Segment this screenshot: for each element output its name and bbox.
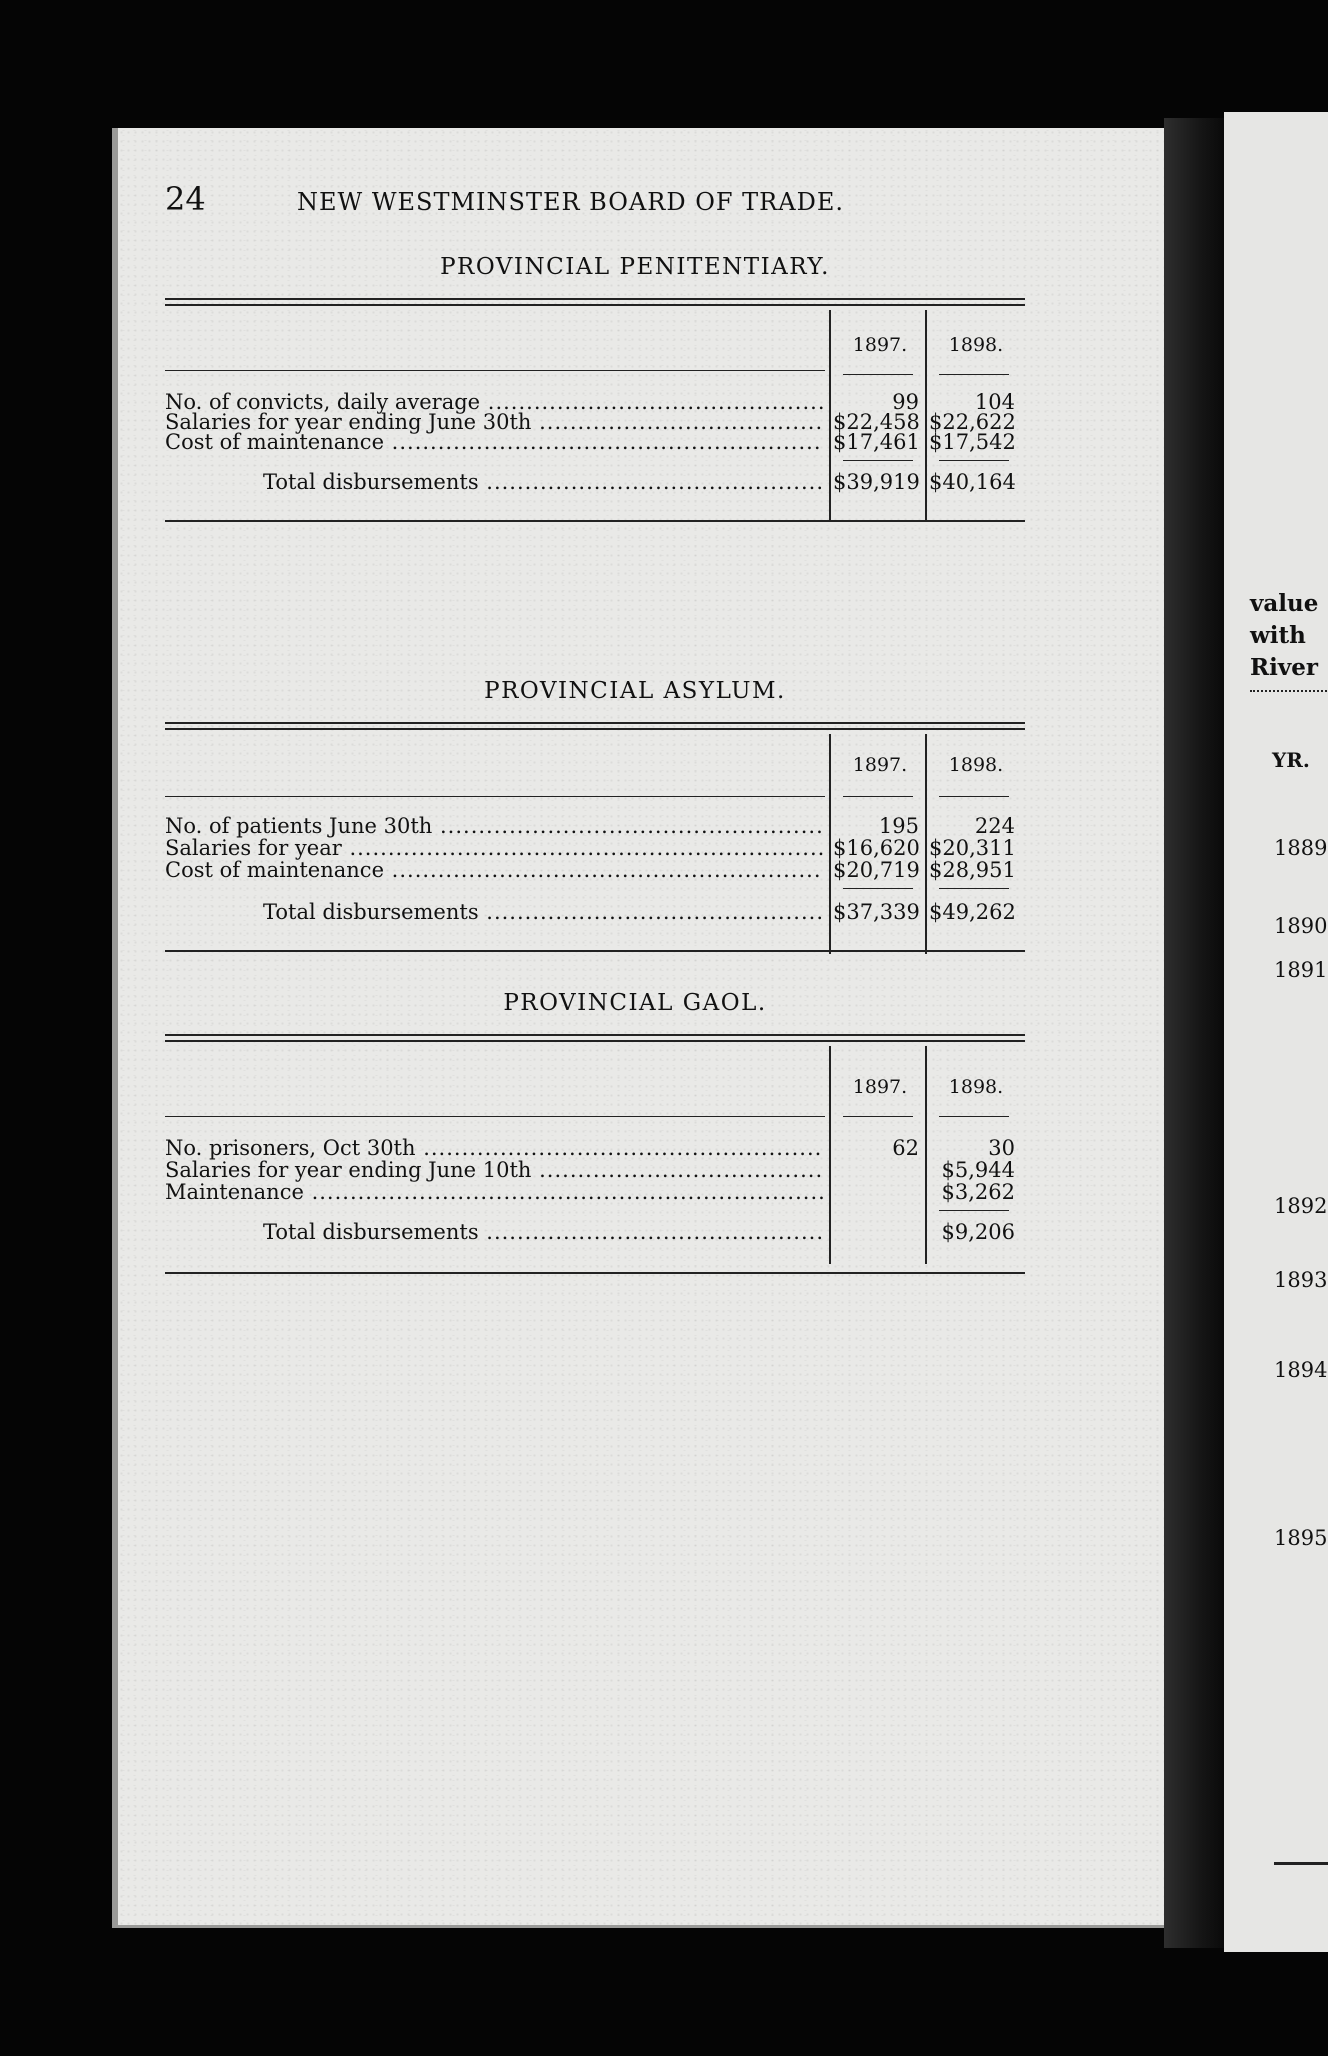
total-label: Total disbursements ..... [263,1220,825,1244]
header-rule [165,1116,825,1117]
table-title: PROVINCIAL GAOL. [503,990,767,1016]
facing-page-year: 1890 [1274,914,1328,938]
total-row [165,1220,1025,1244]
value-1897: 195 [878,814,919,838]
table-gaol [165,990,1025,1290]
table-bottom-rule [165,520,1025,522]
column-header-1898: 1898. [948,334,1004,356]
header-rule [165,370,825,371]
facing-page-rule [1274,1862,1328,1865]
table-top-rule [165,1034,1025,1042]
table-title: PROVINCIAL PENITENTIARY. [440,254,830,280]
table-top-rule [165,298,1025,306]
total-1898: $40,164 [929,470,1016,494]
total-row [165,470,1025,494]
value-1898: $20,311 [929,836,1016,860]
table-row [165,814,1025,838]
column-header-1898: 1898. [948,754,1004,776]
header-rule [165,796,825,797]
value-1898: 224 [974,814,1015,838]
value-1898: $5,944 [941,1158,1015,1182]
sum-rule [939,1210,1009,1211]
row-label: No. of convicts, daily average ..... [165,390,823,414]
row-label: Salaries for year ending June 30th ..... [165,410,823,434]
row-label: Salaries for year ..... [165,836,823,860]
value-1898: 104 [974,390,1015,414]
facing-page-year: 1893 [1274,1268,1328,1292]
value-1898: $28,951 [929,858,1016,882]
row-label: Cost of maintenance ..... [165,430,823,454]
header-rule [843,1116,913,1117]
book-page-right [1224,112,1328,1952]
sum-rule [939,888,1009,889]
value-1897: $22,458 [833,410,920,434]
table-row [165,1180,1025,1204]
total-label: Total disbursements ..... [263,900,825,924]
sum-rule [843,888,913,889]
row-label: No. of patients June 30th ..... [165,814,823,838]
header-rule [939,796,1009,797]
facing-page-column-header: YR. [1272,748,1310,772]
total-row [165,900,1025,924]
header-rule [939,374,1009,375]
column-header-1897: 1897. [852,1076,908,1098]
facing-page-rule [1250,690,1328,692]
total-1897: $39,919 [833,470,920,494]
table-row [165,858,1025,882]
value-1898: 30 [988,1136,1015,1160]
facing-page-word: with [1250,622,1306,649]
facing-page-year: 1895 [1274,1526,1328,1550]
facing-page-year: 1894 [1274,1358,1328,1382]
total-1898: $49,262 [929,900,1016,924]
row-label: Salaries for year ending June 10th ..... [165,1158,823,1182]
table-row [165,1136,1025,1160]
facing-page-year: 1891 [1274,958,1328,982]
row-label: Maintenance ..... [165,1180,823,1204]
column-header-1897: 1897. [852,754,908,776]
value-1897: $16,620 [833,836,920,860]
header-rule [843,374,913,375]
table-row [165,1158,1025,1182]
sum-rule [843,460,913,461]
table-row [165,836,1025,860]
facing-page-word: value [1250,590,1319,617]
table-penitentiary [165,254,1025,664]
value-1897: 99 [892,390,919,414]
column-header-1898: 1898. [948,1076,1004,1098]
total-label: Total disbursements ..... [263,470,825,494]
header-rule [939,1116,1009,1117]
row-label: No. prisoners, Oct 30th ..... [165,1136,823,1160]
facing-page-year: 1892 [1274,1194,1328,1218]
value-1898: $3,262 [941,1180,1015,1204]
value-1897: 62 [892,1136,919,1160]
column-header-1897: 1897. [852,334,908,356]
running-title: NEW WESTMINSTER BOARD OF TRADE. [297,188,844,216]
page-header [165,176,1025,226]
value-1898: $17,542 [929,430,1016,454]
total-1897: $37,339 [833,900,920,924]
table-asylum [165,678,1025,978]
facing-page-year: 1889 [1274,836,1328,860]
table-row [165,430,1025,454]
book-gutter [1164,118,1224,1948]
value-1897: $20,719 [833,858,920,882]
total-1898: $9,206 [941,1220,1015,1244]
table-top-rule [165,722,1025,730]
page-number: 24 [165,180,206,218]
facing-page-word: River [1250,654,1318,681]
header-rule [843,796,913,797]
value-1897: $17,461 [833,430,920,454]
table-bottom-rule [165,1272,1025,1274]
sum-rule [939,460,1009,461]
value-1898: $22,622 [929,410,1016,434]
row-label: Cost of maintenance ..... [165,858,823,882]
table-bottom-rule [165,950,1025,952]
table-title: PROVINCIAL ASYLUM. [484,678,786,704]
